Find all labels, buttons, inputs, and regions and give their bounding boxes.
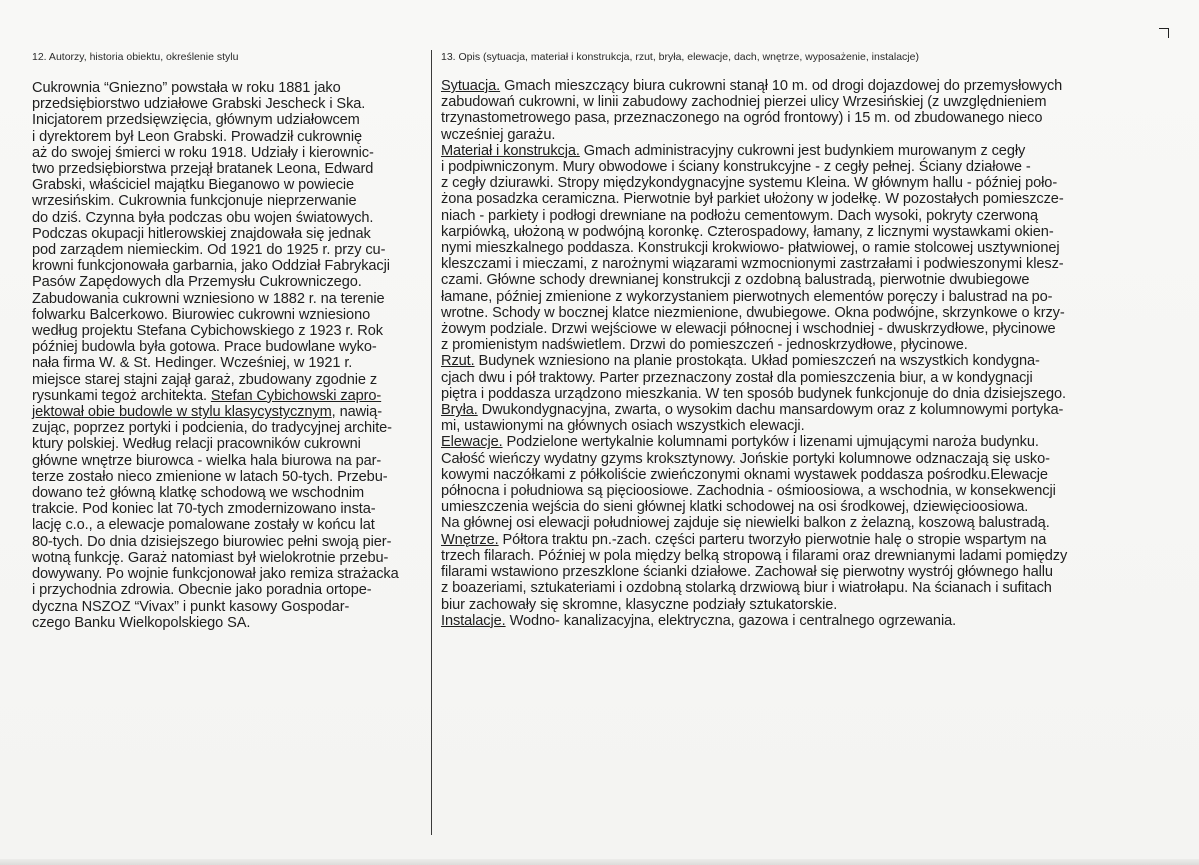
- line-text: nała firma W. & St. Hedinger. Wcześniej, w 1921 r.: [32, 355, 353, 372]
- line-text: i podpiwniczonym. Mury obwodowe i ściany konstrukcyjne - z cegły pełnej. Ściany działowe -: [441, 159, 1031, 176]
- line-text: Gmach administracyjny cukrowni jest budynkiem murowanym z cegły: [579, 142, 1026, 159]
- text-line: [32, 145, 417, 161]
- line-text: trzynastometrowego pasa, przeznaczonego na ogród frontowy) i 15 m. od zbudowanego nieco: [441, 110, 1043, 127]
- line-text: Podzielone wertykalnie kolumnami portyków i lizenami ujmującymi naroża budynku.: [502, 434, 1039, 451]
- line-text: two przedsiębiorstwa przejął bratanek Leona, Edward: [32, 161, 374, 178]
- line-text: wrzesińskim. Cukrownia funkcjonuje nieprzerwanie: [32, 193, 357, 210]
- line-text: z promienistym nadświetlem. Drzwi do pomieszczeń - jednoskrzydłowe, płycinowe.: [441, 337, 968, 354]
- section-keyword: Elewacje.: [441, 434, 503, 451]
- column-divider: [431, 50, 432, 835]
- line-text: zując, poprzez portyki i podcienia, do tradycyjnej archite-: [32, 420, 392, 437]
- left-column: [32, 50, 417, 631]
- line-text: dowywany. Po wojnie funkcjonował jako remiza strażacka: [32, 566, 399, 583]
- line-text: północna i południowa są pięcioosiowe. Zachodnia - ośmioosiowa, a wschodnia, w konsekwencji: [441, 483, 1056, 500]
- section-keyword: Rzut.: [441, 353, 475, 370]
- text-line: [32, 96, 417, 112]
- text-line: [441, 272, 1181, 288]
- text-line: [441, 78, 1181, 94]
- line-text: wcześniej garażu.: [441, 126, 556, 143]
- text-line: [441, 240, 1181, 256]
- text-line: [32, 501, 417, 517]
- line-text: pod zarządem niemieckim. Od 1921 do 1925 r. przy cu-: [32, 242, 386, 259]
- line-text: Dwukondygnacyjna, zwarta, o wysokim dachu mansardowym oraz z kolumnowymi portyka-: [477, 402, 1064, 419]
- text-line: [32, 161, 417, 177]
- line-text: i przychodnia zdrowia. Obecnie jako poradnia ortope-: [32, 582, 372, 599]
- text-line: [441, 159, 1181, 175]
- text-line: [32, 226, 417, 242]
- text-line: [32, 242, 417, 258]
- line-text: umieszczenia wejścia do sieni głównej klatki schodowej na osi środkowej, dziewięcioosiowa.: [441, 499, 1029, 516]
- line-text: biur zachowały się skromne, klasyczne podziały sztukatorskie.: [441, 596, 838, 613]
- text-line: [441, 597, 1181, 613]
- text-line: [32, 599, 417, 615]
- line-text: filarami wstawiono przeszklone ścianki działowe. Zachował się pierwotny wystrój głównego hallu: [441, 564, 1053, 581]
- line-text: kowymi naczółkami z półkoliście zwieńczonymi oknami wystawek poddasza pośrodku.Elewacje: [441, 466, 1048, 483]
- line-text: lację c.o., a elewacje pomalowane zostały w końcu lat: [32, 517, 375, 534]
- text-line: [32, 210, 417, 226]
- line-text: trakcie. Pod koniec lat 70-tych zmodernizowano insta-: [32, 501, 376, 518]
- line-text: rysunkami tegoż architekta.: [32, 387, 211, 404]
- line-text: Gmach mieszczący biura cukrowni stanął 10 m. od drogi dojazdowej do przemysłowych: [500, 78, 1063, 94]
- text-line: [441, 353, 1181, 369]
- scan-bottom-edge: [0, 859, 1199, 865]
- text-line: [441, 467, 1181, 483]
- text-line: [32, 177, 417, 193]
- text-line: [32, 372, 417, 388]
- text-line: [441, 175, 1181, 191]
- text-line: [441, 191, 1181, 207]
- text-line: [32, 453, 417, 469]
- line-text: krowni funkcjonowała garbarnia, jako Oddział Fabrykacji: [32, 258, 390, 275]
- text-line: [441, 402, 1181, 418]
- text-line: [441, 548, 1181, 564]
- text-line: [32, 566, 417, 582]
- section-keyword: Wnętrze.: [441, 531, 499, 548]
- line-text: mi, ustawionymi na głównych osiach wszystkich elewacji.: [441, 418, 805, 435]
- line-text: trzech filarach. Później w pola między belką stropową i filarami oraz drewnianymi ladami pomiędzy: [441, 547, 1068, 564]
- text-line: [441, 143, 1181, 159]
- text-line: [32, 534, 417, 550]
- text-line: [32, 420, 417, 436]
- text-line: [441, 564, 1181, 580]
- text-line: [441, 370, 1181, 386]
- section-keyword: Sytuacja.: [441, 78, 501, 94]
- text-line: [32, 112, 417, 128]
- left-column-header: 12. Autorzy, historia obiektu, określenie stylu: [32, 51, 239, 63]
- line-text: z boazeriami, sztukateriami i ozdobną stolarką drzwiową biur i wiatrołapu. Na ścianach i sufitach: [441, 580, 1052, 597]
- text-line: [441, 515, 1181, 531]
- right-column-header: 13. Opis (sytuacja, materiał i konstrukcja, rzut, bryła, elewacje, dach, wnętrze, wyposażenie, instalacje): [441, 51, 919, 63]
- line-text: zabudowań cukrowni, w linii zabudowy zachodniej pierzei ulicy Wrzesińskiej (z uwzględnieniem: [441, 94, 1047, 111]
- line-text: dowano też główną klatkę schodową we wschodnim: [32, 485, 365, 502]
- line-text: Wodno- kanalizacyjna, elektryczna, gazowa i centralnego ogrzewania.: [505, 612, 957, 629]
- section-keyword: Instalacje.: [441, 612, 506, 629]
- line-text: Całość wieńczy wydatny gzyms kroksztynowy. Jońskie portyki kolumnowe odznaczają się usko-: [441, 450, 1050, 467]
- description-text: [441, 78, 1181, 629]
- line-text: i dyrektorem był Leon Grabski. Prowadził cukrownię: [32, 128, 362, 145]
- text-line: [441, 256, 1181, 272]
- line-text: 80-tych. Do dnia dzisiejszego biurowiec pełni swoją pier-: [32, 533, 392, 550]
- text-line: [32, 550, 417, 566]
- text-line: [32, 339, 417, 355]
- text-line: [441, 418, 1181, 434]
- text-line: [32, 517, 417, 533]
- line-text: żona posadzka ceramiczna. Pierwotnie był parkiet ułożony w jodełkę. W pozostałych pomieszcze-: [441, 191, 1064, 208]
- text-line: [441, 208, 1181, 224]
- text-line: [32, 80, 417, 96]
- text-line: [441, 532, 1181, 548]
- line-text: terze zostało nieco zmienione w latach 50-tych. Przebu-: [32, 468, 388, 485]
- line-text: karpiówką, ułożoną w podwójną koronkę. Czterospadowy, łamany, z licznymi wystawkami okien-: [441, 223, 1054, 240]
- line-text: Podczas okupacji hitlerowskiej znajdowała się jednak: [32, 225, 371, 242]
- line-text: dyczna NSZOZ “Vivax” i punkt kasowy Gospodar-: [32, 598, 350, 615]
- line-text: nymi mieszkalnego poddasza. Konstrukcji krokwiowo- płatwiowej, o ramie stolcowej usztywnionej: [441, 240, 1060, 257]
- line-text: z cegły dziurawki. Stropy międzykondygnacyjne systemu Kleina. W głównym hallu - później poło-: [441, 175, 1058, 192]
- text-line: [32, 258, 417, 274]
- line-text: Inicjatorem przedsięwzięcia, głównym udziałowcem: [32, 112, 360, 129]
- line-text: czami. Główne schody drewnianej konstrukcji z ozdobną balustradą, pierwotnie dwubiegowe: [441, 272, 1030, 289]
- line-text: główne wnętrze biurowca - wielka hala biurowa na par-: [32, 452, 382, 469]
- line-text: Pasów Zapędowych dla Przemysłu Cukrowniczego.: [32, 274, 362, 291]
- text-line: [441, 434, 1181, 450]
- line-text: Zabudowania cukrowni wzniesiono w 1882 r. na terenie: [32, 290, 385, 307]
- line-text: łamane, później zmienione z wykorzystaniem pierwotnych elementów poręczy i balustrad na po-: [441, 288, 1053, 305]
- line-text: Grabski, właściciel majątku Bieganowo w powiecie: [32, 177, 355, 194]
- text-line: [32, 485, 417, 501]
- line-text: Półtora traktu pn.-zach. części parteru tworzyło pierwotnie halę o stropie wspartym na: [498, 531, 1047, 548]
- text-line: [441, 127, 1181, 143]
- line-text: niach - parkiety i podłogi drewniane na podłożu cementowym. Dach wysoki, pokryty czerwoną: [441, 207, 1039, 224]
- line-text: wotną funkcję. Garaż natomiast był wielokrotnie przebu-: [32, 549, 389, 566]
- line-text: według projektu Stefana Cybichowskiego z 1923 r. Rok: [32, 323, 383, 340]
- underlined-text: Stefan Cybichowski zapro-: [210, 387, 382, 404]
- text-line: [32, 355, 417, 371]
- line-text: żowym podziale. Drzwi wejściowe w elewacji północnej i wschodniej - dwuskrzydłowe, płycinowe: [441, 321, 1056, 338]
- line-text: do dziś. Czynna była podczas obu wojen światowych.: [32, 209, 374, 226]
- text-line: [32, 388, 417, 404]
- text-line: [32, 615, 417, 631]
- underlined-text: jektował obie budowle w stylu klasycystycznym: [32, 404, 332, 421]
- line-text: wrotne. Schody w bocznej klatce niezmienione, dwubiegowe. Okna podwójne, skrzynkowe o krzy-: [441, 304, 1065, 321]
- history-text: [32, 80, 417, 631]
- text-line: [441, 483, 1181, 499]
- line-text: Na głównej osi elewacji południowej zajduje się niewielki balkon z żelazną, koszową balustradą.: [441, 515, 1050, 532]
- line-text: przedsiębiorstwo udziałowe Grabski Jescheck i Ska.: [32, 96, 366, 113]
- line-text: aż do swojej śmierci w roku 1918. Udziały i kierownic-: [32, 144, 374, 161]
- section-keyword: Materiał i konstrukcja.: [441, 142, 580, 159]
- text-line: [32, 291, 417, 307]
- line-text: kleszczami i mieczami, z narożnymi wiązarami wzmocnionymi zastrzałami i podwieszonymi klesz-: [441, 256, 1064, 273]
- line-text: Budynek wzniesiono na planie prostokąta. Układ pomieszczeń na wszystkich kondygna-: [474, 353, 1040, 370]
- line-text: folwarku Balcerkowo. Biurowiec cukrowni wzniesiono: [32, 306, 371, 323]
- line-text: ktury polskiej. Według relacji pracowników cukrowni: [32, 436, 361, 453]
- text-line: [441, 451, 1181, 467]
- text-line: [32, 582, 417, 598]
- line-text: Cukrownia “Gniezno” powstała w roku 1881 jako: [32, 80, 341, 96]
- text-line: [441, 580, 1181, 596]
- line-text: później budowla była gotowa. Prace budowlane wyko-: [32, 339, 377, 356]
- text-line: [441, 289, 1181, 305]
- line-text: cjach dwu i pół traktowy. Parter przeznaczony został dla pomieszczenia biur, a w kondygnacji: [441, 369, 1033, 386]
- text-line: [32, 323, 417, 339]
- right-column: [441, 50, 1181, 629]
- section-keyword: Bryła.: [441, 402, 478, 419]
- text-line: [441, 110, 1181, 126]
- text-line: [441, 386, 1181, 402]
- corner-mark: [1159, 28, 1169, 38]
- line-text: miejsce starej stajni zajął garaż, zbudowany zgodnie z: [32, 371, 378, 388]
- text-line: [441, 337, 1181, 353]
- line-text: , nawią-: [331, 404, 382, 421]
- line-text: piętra i poddasza urządzono mieszkania. W ten sposób budynek funkcjonuje do dnia dzisiejszego.: [441, 385, 1067, 402]
- text-line: [32, 129, 417, 145]
- text-line: [441, 499, 1181, 515]
- text-line: [32, 193, 417, 209]
- text-line: [441, 613, 1181, 629]
- text-line: [441, 94, 1181, 110]
- text-line: [441, 305, 1181, 321]
- line-text: czego Banku Wielkopolskiego SA.: [32, 614, 251, 631]
- text-line: [32, 469, 417, 485]
- text-line: [32, 307, 417, 323]
- text-line: [32, 436, 417, 452]
- text-line: [441, 224, 1181, 240]
- text-line: [32, 404, 417, 420]
- text-line: [32, 274, 417, 290]
- text-line: [441, 321, 1181, 337]
